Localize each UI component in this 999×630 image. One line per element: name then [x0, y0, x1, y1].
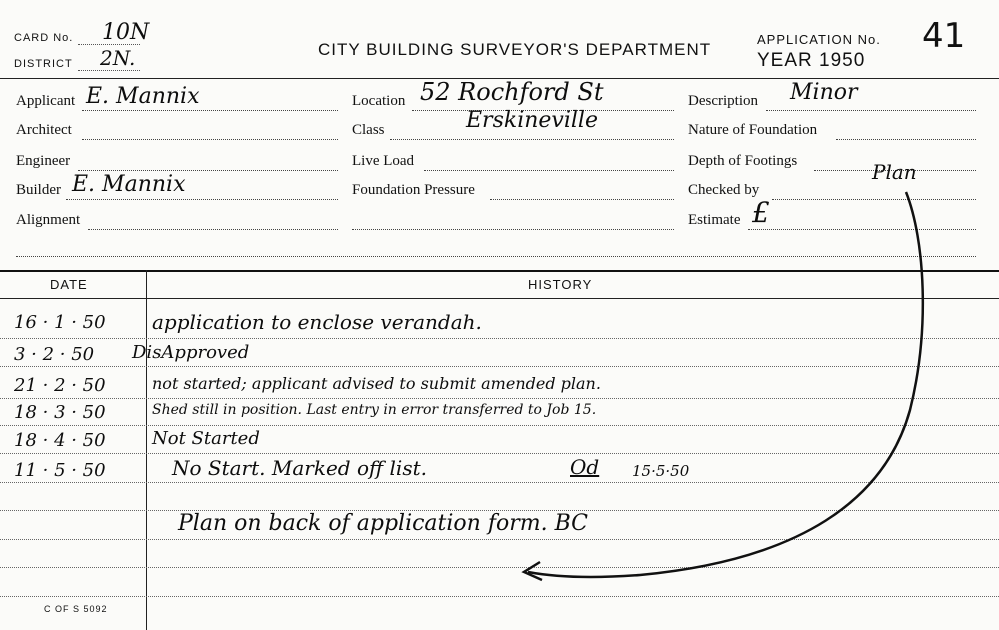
history-text: Not Started — [152, 428, 260, 449]
initials-date: 15·5·50 — [632, 462, 690, 480]
foundation-pressure-label: Foundation Pressure — [352, 182, 475, 198]
nature-of-foundation-label: Nature of Foundation — [688, 122, 818, 138]
checked-by-label: Checked by — [688, 182, 760, 198]
history-text: application to enclose verandah. — [152, 310, 482, 334]
location-label: Location — [352, 93, 406, 109]
estimate-label: Estimate — [688, 212, 741, 228]
applicant-label: Applicant — [16, 93, 76, 109]
engineer-label: Engineer — [16, 153, 71, 169]
history-text: Shed still in position. Last entry in error transferred to Job 15. — [152, 402, 597, 418]
year-label: YEAR 1950 — [757, 50, 866, 71]
history-text: DisApproved — [132, 342, 250, 363]
architect-label: Architect — [16, 122, 72, 138]
alignment-label: Alignment — [16, 212, 81, 228]
department-title: CITY BUILDING SURVEYOR'S DEPARTMENT — [318, 40, 712, 59]
history-text: No Start. Marked off list. — [172, 456, 427, 480]
application-no-value: 41 — [922, 16, 966, 56]
history-date: 3 · 2 · 50 — [14, 344, 95, 365]
card-no-label: CARD No. — [14, 32, 74, 44]
builder-label: Builder — [16, 182, 61, 198]
form-code: C OF S 5092 — [44, 604, 108, 614]
history-date: 18 · 4 · 50 — [14, 430, 106, 451]
location-value: 52 Rochford St — [420, 78, 604, 106]
application-no-label: APPLICATION No. — [757, 32, 881, 47]
description-label: Description — [688, 93, 758, 109]
depth-of-footings-label: Depth of Footings — [688, 153, 798, 169]
history-date: 18 · 3 · 50 — [14, 402, 106, 423]
history-text: not started; applicant advised to submit amended plan. — [152, 374, 601, 393]
builder-value: E. Mannix — [72, 172, 186, 197]
card-no-value: 10N — [102, 20, 150, 45]
description-value: Minor — [790, 80, 858, 105]
history-date: 21 · 2 · 50 — [14, 375, 106, 396]
history-date: 16 · 1 · 50 — [14, 312, 106, 333]
district-value: 2N. — [100, 46, 136, 70]
estimate-value: £ — [752, 196, 770, 229]
district-label: DISTRICT — [14, 58, 73, 70]
history-column-header: HISTORY — [528, 277, 593, 292]
initials-mark: Od — [570, 455, 600, 479]
class-label: Class — [352, 122, 385, 138]
date-column-header: DATE — [50, 277, 88, 292]
live-load-label: Live Load — [352, 153, 415, 169]
class-value: Erskineville — [466, 108, 598, 133]
history-text: Plan on back of application form. BC — [178, 511, 588, 536]
history-date: 11 · 5 · 50 — [14, 460, 106, 481]
plan-note: Plan — [872, 160, 917, 184]
applicant-value: E. Mannix — [86, 84, 200, 109]
